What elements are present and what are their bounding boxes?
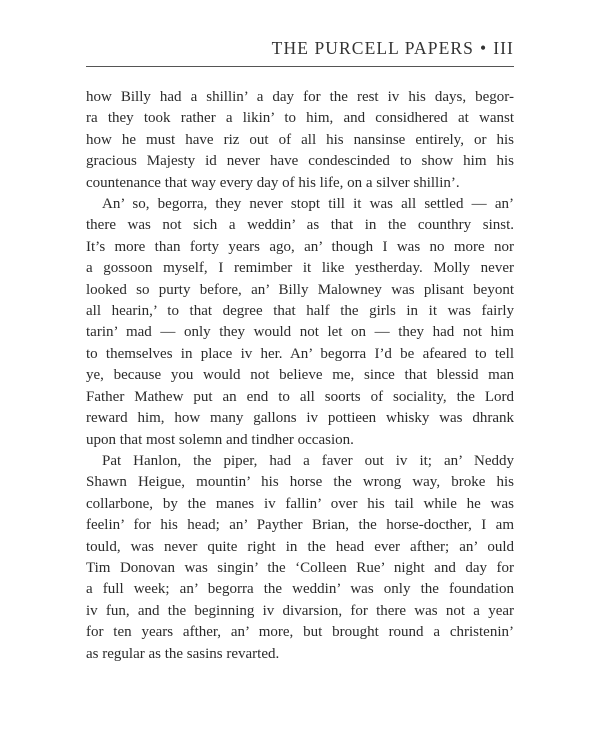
- text-line: feelin’ for his head; an’ Payther Brian, the horse-docther, I am: [86, 517, 514, 534]
- text-line: for ten years afther, an’ more, but brought round a christenin’: [86, 624, 514, 641]
- text-line: gracious Majesty id never have condescinded to show him his: [86, 153, 514, 170]
- text-line: iv fun, and the beginning iv divarsion, for there was not a year: [86, 602, 514, 619]
- text-line: Shawn Heigue, mountin’ his horse the wrong way, broke his: [86, 474, 514, 491]
- text-line: tarin’ mad — only they would not let on — they had not him: [86, 324, 514, 341]
- text-line: all hearin,’ to that degree that half the girls in it was fairly: [86, 303, 514, 320]
- paragraph: [86, 194, 514, 451]
- running-head: [272, 38, 514, 59]
- text-line: a full week; an’ begorra the weddin’ was only the foundation: [86, 581, 514, 598]
- text-line: ra they took rather a likin’ to him, and considhered at wanst: [86, 110, 514, 127]
- text-line: tould, was never quite right in the head ever afther; an’ ould: [86, 538, 514, 555]
- text-line: upon that most solemn and tindher occasion.: [86, 431, 354, 448]
- text-line: An’ so, begorra, they never stopt till it was all settled — an’: [102, 196, 514, 213]
- text-line: looked so purty before, an’ Billy Malowney was plisant beyont: [86, 281, 514, 298]
- text-line: Pat Hanlon, the piper, had a faver out iv it; an’ Neddy: [102, 452, 514, 469]
- text-line: ye, because you would not believe me, since that blessid man: [86, 367, 514, 384]
- text-line: as regular as the sasins revarted.: [86, 645, 280, 662]
- text-line: Tim Donovan was singin’ the ‘Colleen Rue’ night and day for: [86, 559, 514, 576]
- paragraph: [86, 87, 514, 194]
- text-line: a gossoon myself, I remimber it like yestherday. Molly never: [86, 260, 514, 277]
- text-line: how Billy had a shillin’ a day for the rest iv his days, begor-: [86, 89, 514, 105]
- book-title: THE PURCELL PAPERS: [271, 38, 474, 58]
- text-line: Father Mathew put an end to all soorts of sociality, the Lord: [86, 388, 514, 405]
- text-line: collarbone, by the manes iv fallin’ over his tail while he was: [86, 495, 514, 512]
- text-line: how he must have riz out of all his nansinse entirely, or his: [86, 131, 514, 148]
- paragraph: [86, 451, 514, 665]
- header-rule: [86, 66, 514, 67]
- text-line: It’s more than forty years ago, an’ though I was no more nor: [86, 238, 514, 255]
- page-number: III: [493, 38, 514, 58]
- text-line: reward him, how many gallons iv pottieen whisky was dhrank: [86, 410, 514, 427]
- text-line: countenance that way every day of his life, on a silver shillin’.: [86, 174, 460, 191]
- body-text: [86, 87, 514, 665]
- text-line: there was not sich a weddin’ as that in the counthry sinst.: [86, 217, 514, 234]
- title-separator: •: [479, 38, 488, 58]
- text-line: to themselves in place iv her. An’ begorra I’d be afeared to tell: [86, 345, 514, 362]
